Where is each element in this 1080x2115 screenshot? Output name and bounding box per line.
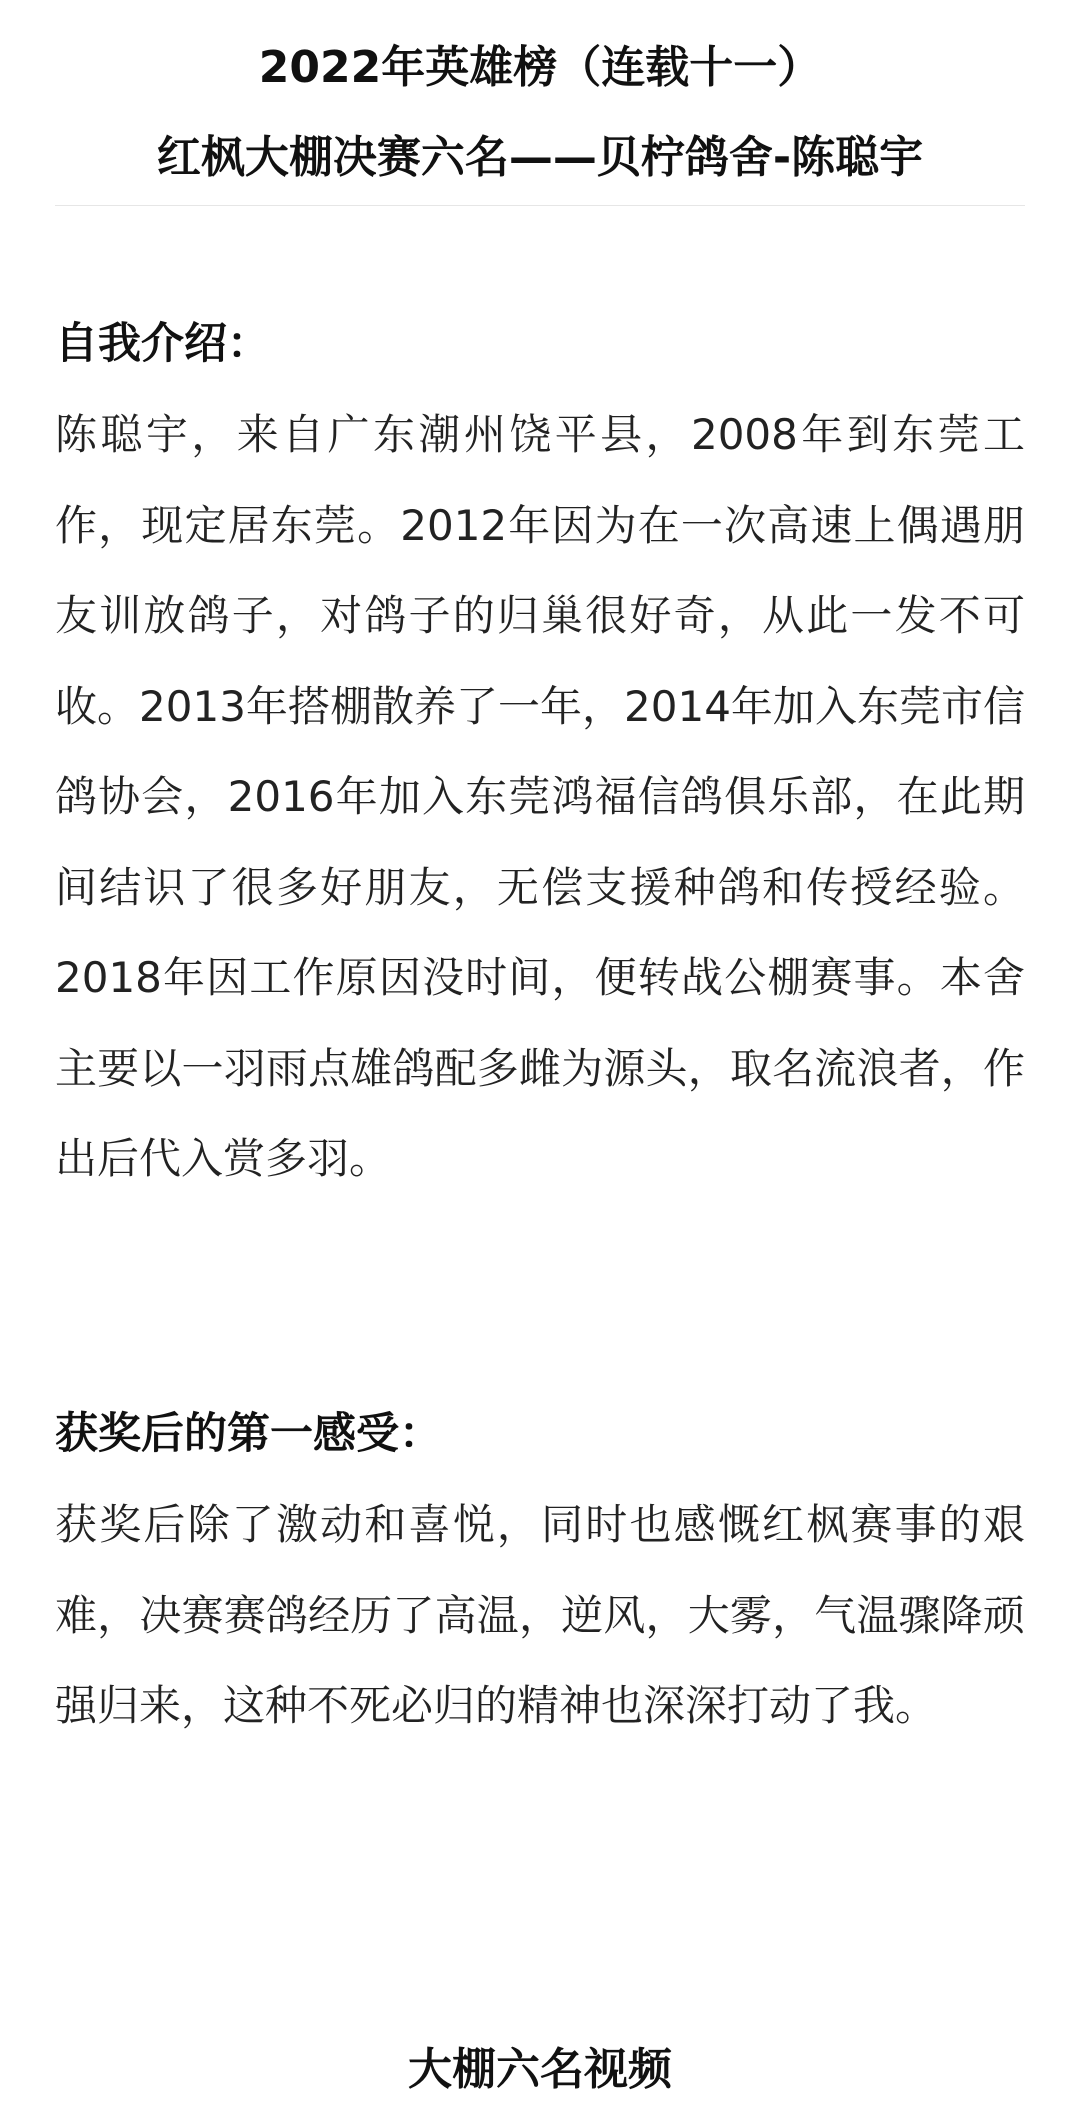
feeling-paragraph: 获奖后除了激动和喜悦，同时也感慨红枫赛事的艰难，决赛赛鸽经历了高温，逆风，大雾，气温骤降顽强归来，这种不死必归的精神也深深打动了我。	[55, 1500, 1025, 1730]
title-divider	[55, 205, 1025, 206]
video-section-heading: 大棚六名视频	[408, 2044, 672, 2095]
intro-paragraph: 陈聪宇，来自广东潮州饶平县，2008年到东莞工作，现定居东莞。2012年因为在一次高速上偶遇朋友训放鸽子，对鸽子的归巢很好奇，从此一发不可收。2013年搭棚散养了一年，2014年加入东莞市信鸽协会，2016年加入东莞鸿福信鸽俱乐部，在此期间结识了很多好朋友，无偿支援种鸽和传授经验。2018年因工作原因没时间，便转战公棚赛事。本舍主要以一羽雨点雄鸽配多雌为源头，取名流浪者，作出后代入赏多羽。	[55, 410, 1025, 1183]
feeling-heading: 获奖后的第一感受：	[55, 1409, 442, 1459]
article-title-block	[0, 0, 1080, 206]
intro-heading: 自我介绍：	[55, 319, 270, 369]
article-title: 2022年英雄榜（连载十一）	[258, 42, 822, 93]
article-subtitle: 红枫大棚决赛六名——贝柠鸽舍-陈聪宇	[156, 132, 924, 183]
